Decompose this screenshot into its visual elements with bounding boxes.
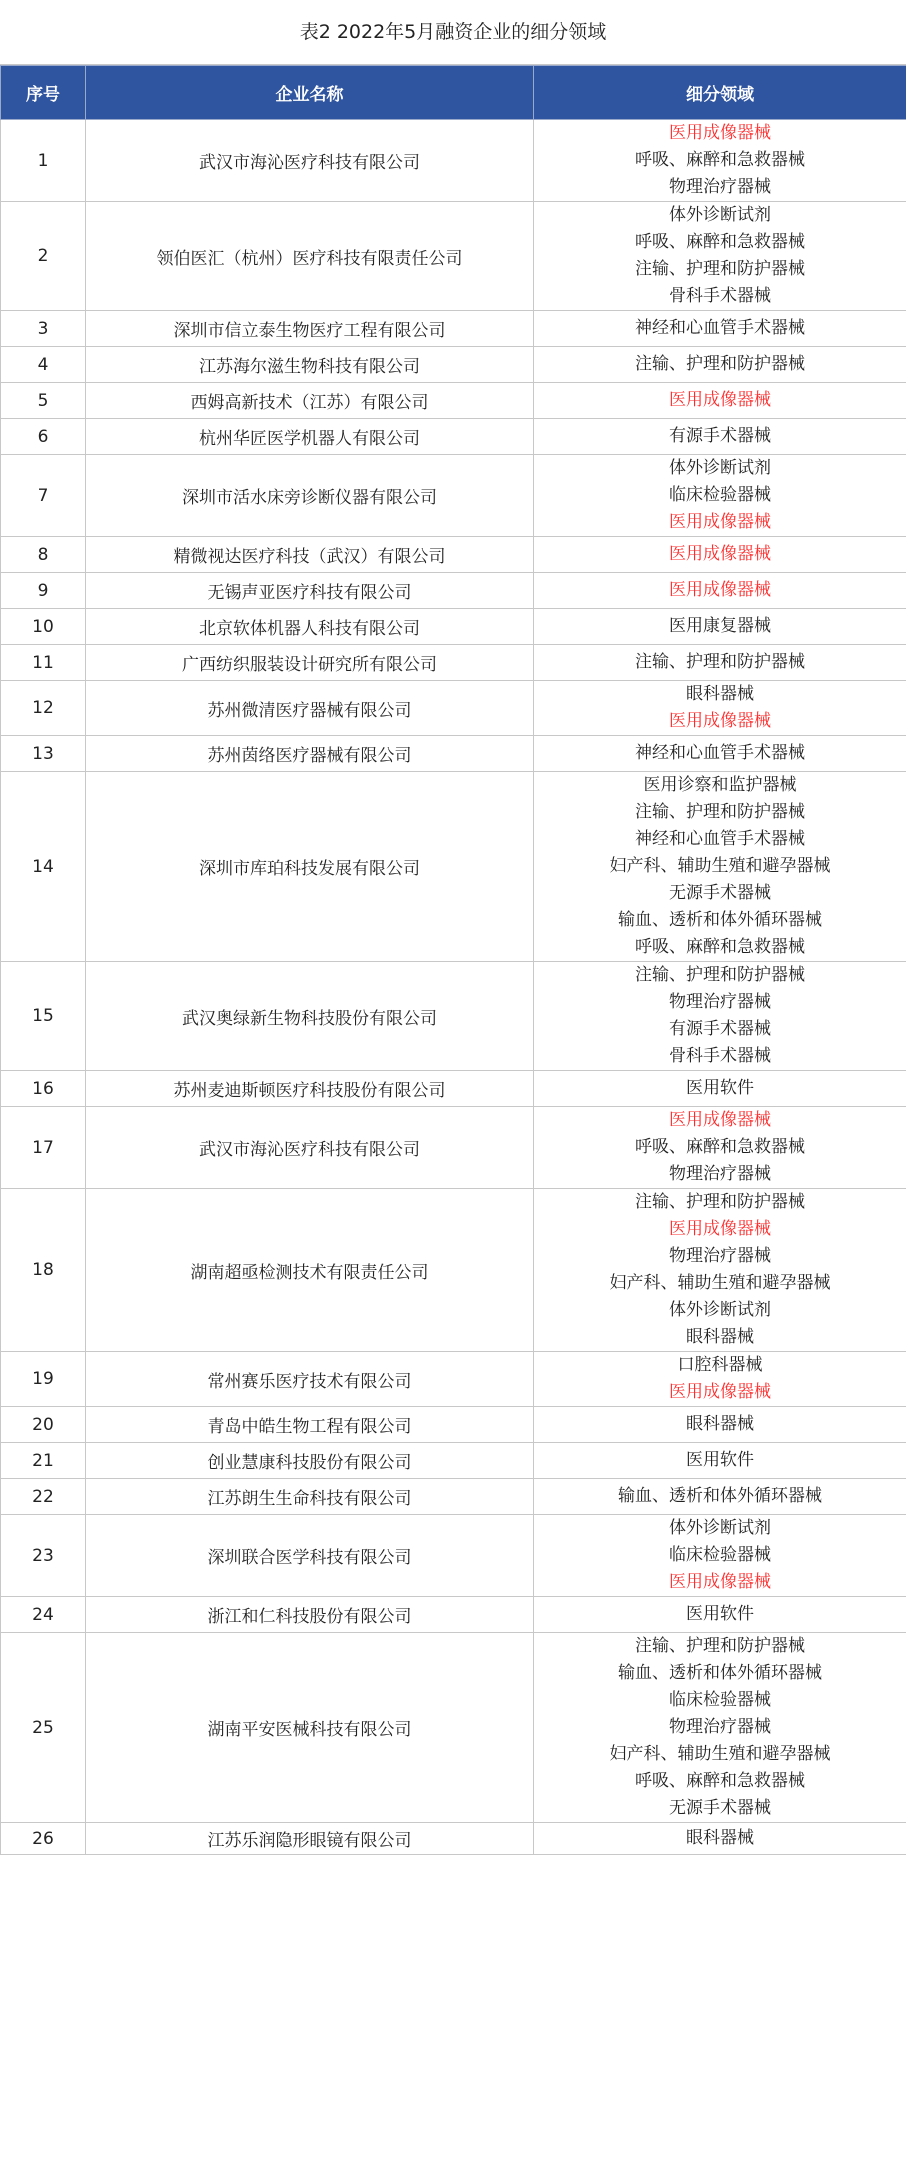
- field-item: 医用成像器械: [669, 390, 771, 410]
- company-name: 湖南平安医械科技有限公司: [86, 1633, 534, 1823]
- field-item: 医用成像器械: [669, 512, 771, 532]
- field-item: 临床检验器械: [669, 1545, 771, 1565]
- field-item: 输血、透析和体外循环器械: [618, 1486, 822, 1506]
- field-item: 医用软件: [686, 1604, 754, 1624]
- field-item: 无源手术器械: [669, 1798, 771, 1818]
- field-item: 骨科手术器械: [669, 286, 771, 306]
- field-item: 神经和心血管手术器械: [635, 829, 805, 849]
- table-row: [1, 1515, 906, 1597]
- table-row: [1, 1479, 906, 1515]
- field-item: 妇产科、辅助生殖和避孕器械: [609, 1744, 831, 1764]
- row-index: 12: [1, 681, 86, 736]
- row-index: 2: [1, 202, 86, 311]
- field-item: 物理治疗器械: [669, 1164, 771, 1184]
- field-item: 注输、护理和防护器械: [635, 354, 805, 374]
- row-index: 1: [1, 120, 86, 202]
- row-index: 13: [1, 736, 86, 772]
- header-fields: 细分领域: [534, 66, 906, 120]
- field-list: [534, 645, 906, 681]
- field-item: 眼科器械: [686, 1327, 754, 1347]
- company-name: 广西纺织服装设计研究所有限公司: [86, 645, 534, 681]
- row-index: 14: [1, 772, 86, 962]
- row-index: 17: [1, 1107, 86, 1189]
- field-item: 注输、护理和防护器械: [635, 965, 805, 985]
- company-name: 武汉市海沁医疗科技有限公司: [86, 120, 534, 202]
- company-name: 深圳联合医学科技有限公司: [86, 1515, 534, 1597]
- field-item: 注输、护理和防护器械: [635, 1192, 805, 1212]
- field-list: [534, 311, 906, 347]
- company-name: 深圳市活水床旁诊断仪器有限公司: [86, 455, 534, 537]
- company-name: 深圳市信立泰生物医疗工程有限公司: [86, 311, 534, 347]
- field-list: [534, 681, 906, 736]
- table-row: [1, 419, 906, 455]
- row-index: 19: [1, 1352, 86, 1407]
- table-row: [1, 1823, 906, 1855]
- field-item: 呼吸、麻醉和急救器械: [635, 232, 805, 252]
- field-list: [534, 1443, 906, 1479]
- field-item: 妇产科、辅助生殖和避孕器械: [609, 856, 831, 876]
- company-name: 创业慧康科技股份有限公司: [86, 1443, 534, 1479]
- field-item: 体外诊断试剂: [669, 205, 771, 225]
- company-name: 武汉奥绿新生物科技股份有限公司: [86, 962, 534, 1071]
- field-list: [534, 202, 906, 311]
- row-index: 20: [1, 1407, 86, 1443]
- company-name: 江苏海尔滋生物科技有限公司: [86, 347, 534, 383]
- field-list: [534, 1479, 906, 1515]
- table-row: [1, 383, 906, 419]
- field-list: [534, 1352, 906, 1407]
- field-list: [534, 455, 906, 537]
- field-list: [534, 1407, 906, 1443]
- field-list: [534, 537, 906, 573]
- company-name: 精微视达医疗科技（武汉）有限公司: [86, 537, 534, 573]
- company-name: 浙江和仁科技股份有限公司: [86, 1597, 534, 1633]
- field-item: 物理治疗器械: [669, 1246, 771, 1266]
- company-name: 青岛中皓生物工程有限公司: [86, 1407, 534, 1443]
- field-item: 医用成像器械: [669, 544, 771, 564]
- field-list: [534, 1515, 906, 1597]
- field-item: 呼吸、麻醉和急救器械: [635, 150, 805, 170]
- table-row: [1, 1189, 906, 1352]
- field-list: [534, 962, 906, 1071]
- field-item: 临床检验器械: [669, 1690, 771, 1710]
- field-item: 医用成像器械: [669, 123, 771, 143]
- row-index: 16: [1, 1071, 86, 1107]
- company-name: 江苏乐润隐形眼镜有限公司: [86, 1823, 534, 1855]
- field-list: [534, 736, 906, 772]
- row-index: 15: [1, 962, 86, 1071]
- table-row: [1, 1352, 906, 1407]
- field-list: [534, 419, 906, 455]
- field-list: [534, 1071, 906, 1107]
- row-index: 18: [1, 1189, 86, 1352]
- table-header-row: [1, 66, 906, 120]
- row-index: 25: [1, 1633, 86, 1823]
- field-item: 体外诊断试剂: [669, 458, 771, 478]
- table-row: [1, 573, 906, 609]
- table-row: [1, 120, 906, 202]
- financing-table: [0, 65, 906, 1855]
- row-index: 9: [1, 573, 86, 609]
- field-item: 输血、透析和体外循环器械: [618, 910, 822, 930]
- field-list: [534, 772, 906, 962]
- row-index: 4: [1, 347, 86, 383]
- field-list: [534, 1823, 906, 1855]
- table-row: [1, 772, 906, 962]
- company-name: 领伯医汇（杭州）医疗科技有限责任公司: [86, 202, 534, 311]
- table-row: [1, 1107, 906, 1189]
- field-item: 医用成像器械: [669, 1572, 771, 1592]
- field-item: 体外诊断试剂: [669, 1300, 771, 1320]
- field-item: 物理治疗器械: [669, 1717, 771, 1737]
- row-index: 3: [1, 311, 86, 347]
- field-item: 体外诊断试剂: [669, 1518, 771, 1538]
- table-row: [1, 455, 906, 537]
- row-index: 5: [1, 383, 86, 419]
- field-list: [534, 347, 906, 383]
- company-name: 苏州微清医疗器械有限公司: [86, 681, 534, 736]
- row-index: 6: [1, 419, 86, 455]
- table-row: [1, 537, 906, 573]
- row-index: 26: [1, 1823, 86, 1855]
- field-item: 医用成像器械: [669, 1382, 771, 1402]
- field-list: [534, 573, 906, 609]
- field-item: 物理治疗器械: [669, 177, 771, 197]
- field-list: [534, 609, 906, 645]
- field-item: 医用成像器械: [669, 711, 771, 731]
- field-item: 注输、护理和防护器械: [635, 1636, 805, 1656]
- company-name: 杭州华匠医学机器人有限公司: [86, 419, 534, 455]
- company-name: 武汉市海沁医疗科技有限公司: [86, 1107, 534, 1189]
- field-item: 临床检验器械: [669, 485, 771, 505]
- company-name: 北京软体机器人科技有限公司: [86, 609, 534, 645]
- field-item: 妇产科、辅助生殖和避孕器械: [609, 1273, 831, 1293]
- field-list: [534, 1107, 906, 1189]
- field-item: 有源手术器械: [669, 1019, 771, 1039]
- table-row: [1, 1597, 906, 1633]
- table-row: [1, 681, 906, 736]
- field-item: 呼吸、麻醉和急救器械: [635, 937, 805, 957]
- row-index: 7: [1, 455, 86, 537]
- company-name: 苏州茵络医疗器械有限公司: [86, 736, 534, 772]
- field-item: 医用康复器械: [669, 616, 771, 636]
- row-index: 21: [1, 1443, 86, 1479]
- field-item: 注输、护理和防护器械: [635, 802, 805, 822]
- field-list: [534, 120, 906, 202]
- row-index: 10: [1, 609, 86, 645]
- row-index: 23: [1, 1515, 86, 1597]
- field-item: 口腔科器械: [677, 1355, 763, 1375]
- field-item: 注输、护理和防护器械: [635, 652, 805, 672]
- field-item: 神经和心血管手术器械: [635, 743, 805, 763]
- company-name: 常州赛乐医疗技术有限公司: [86, 1352, 534, 1407]
- field-item: 医用成像器械: [669, 1219, 771, 1239]
- field-list: [534, 1597, 906, 1633]
- field-item: 神经和心血管手术器械: [635, 318, 805, 338]
- field-item: 医用成像器械: [669, 580, 771, 600]
- company-name: 无锡声亚医疗科技有限公司: [86, 573, 534, 609]
- table-row: [1, 202, 906, 311]
- company-name: 苏州麦迪斯顿医疗科技股份有限公司: [86, 1071, 534, 1107]
- table-row: [1, 311, 906, 347]
- field-item: 物理治疗器械: [669, 992, 771, 1012]
- table-row: [1, 1407, 906, 1443]
- field-item: 眼科器械: [686, 684, 754, 704]
- row-index: 24: [1, 1597, 86, 1633]
- field-item: 骨科手术器械: [669, 1046, 771, 1066]
- table-row: [1, 609, 906, 645]
- field-item: 输血、透析和体外循环器械: [618, 1663, 822, 1683]
- company-name: 西姆高新技术（江苏）有限公司: [86, 383, 534, 419]
- field-item: 医用诊察和监护器械: [643, 775, 797, 795]
- table-row: [1, 962, 906, 1071]
- field-item: 有源手术器械: [669, 426, 771, 446]
- table-row: [1, 1071, 906, 1107]
- field-item: 医用软件: [686, 1078, 754, 1098]
- company-name: 湖南超亟检测技术有限责任公司: [86, 1189, 534, 1352]
- field-item: 注输、护理和防护器械: [635, 259, 805, 279]
- field-list: [534, 1633, 906, 1823]
- table-row: [1, 1633, 906, 1823]
- row-index: 11: [1, 645, 86, 681]
- field-item: 呼吸、麻醉和急救器械: [635, 1771, 805, 1791]
- table-row: [1, 736, 906, 772]
- field-item: 医用成像器械: [669, 1110, 771, 1130]
- field-list: [534, 383, 906, 419]
- field-item: 无源手术器械: [669, 883, 771, 903]
- row-index: 22: [1, 1479, 86, 1515]
- company-name: 深圳市库珀科技发展有限公司: [86, 772, 534, 962]
- field-item: 眼科器械: [686, 1828, 754, 1848]
- company-name: 江苏朗生生命科技有限公司: [86, 1479, 534, 1515]
- field-item: 医用软件: [686, 1450, 754, 1470]
- table-body: [1, 120, 906, 1855]
- field-item: 呼吸、麻醉和急救器械: [635, 1137, 805, 1157]
- table-row: [1, 645, 906, 681]
- header-index: 序号: [1, 66, 86, 120]
- table-row: [1, 1443, 906, 1479]
- field-item: 眼科器械: [686, 1414, 754, 1434]
- table-row: [1, 347, 906, 383]
- row-index: 8: [1, 537, 86, 573]
- header-company: 企业名称: [86, 66, 534, 120]
- table-title: 表2 2022年5月融资企业的细分领域: [0, 0, 906, 65]
- field-list: [534, 1189, 906, 1352]
